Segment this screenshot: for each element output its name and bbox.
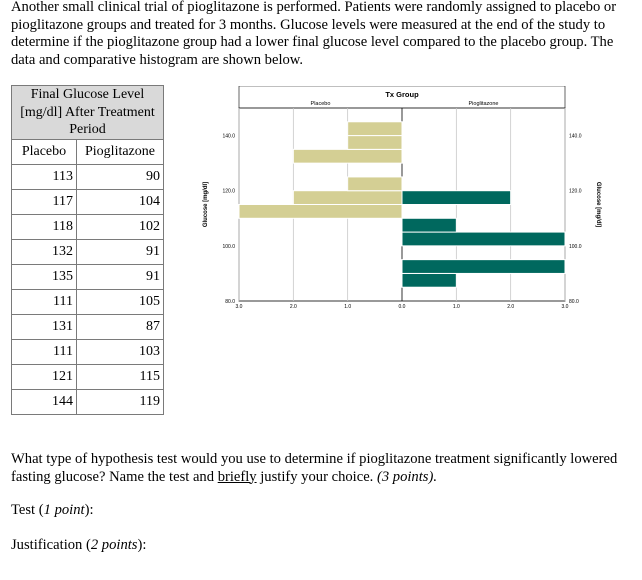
table-row [12, 190, 164, 215]
placebo-bar [348, 122, 402, 136]
y-tick-label-right: 80.0 [569, 299, 579, 305]
pioglitazone-cell: 103 [77, 340, 164, 365]
placebo-cell: 135 [12, 265, 77, 290]
panel-label-pioglitazone: Pioglitazone [468, 101, 499, 107]
y-tick-label-left: 80.0 [225, 299, 235, 305]
table-row [12, 365, 164, 390]
table-row [12, 215, 164, 240]
table-row [12, 165, 164, 190]
question-text: What type of hypothesis test would you use to determine if pioglitazone treatment significantly lowered fasting glucose? Name the test and [11, 451, 618, 485]
pioglitazone-cell: 90 [77, 165, 164, 190]
x-tick-label: 2.0 [289, 304, 297, 310]
pioglitazone-cell: 91 [77, 265, 164, 290]
y-tick-label-right: 100.0 [569, 243, 582, 250]
placebo-cell: 111 [12, 340, 77, 365]
table-row [12, 240, 164, 265]
table-row [12, 340, 164, 365]
x-tick-label: 1.0 [452, 304, 460, 310]
placebo-bar [293, 149, 402, 163]
question-points: (3 points). [376, 468, 437, 485]
pioglitazone-cell: 87 [77, 315, 164, 340]
placebo-cell: 113 [12, 165, 77, 190]
pioglitazone-cell: 119 [77, 390, 164, 415]
glucose-data-table [11, 85, 164, 415]
pioglitazone-cell: 104 [77, 190, 164, 215]
y-axis-label-right: Glucose [mg/dl] [595, 181, 601, 228]
question-paragraph [11, 451, 621, 486]
question-text-after: justify your choice. [256, 468, 377, 485]
y-tick-label-right: 120.0 [569, 188, 582, 195]
pioglitazone-bar [402, 191, 511, 205]
justification-line [11, 537, 146, 554]
x-tick-label: 0.0 [398, 304, 406, 310]
placebo-bar [348, 177, 402, 191]
placebo-cell: 144 [12, 390, 77, 415]
test-line [11, 502, 94, 519]
pioglitazone-bar [402, 232, 565, 246]
pioglitazone-bar [402, 273, 456, 287]
table-row [12, 390, 164, 415]
chart-title: Tx Group [385, 90, 419, 99]
pioglitazone-cell: 102 [77, 215, 164, 240]
test-close: ): [84, 502, 94, 518]
pioglitazone-bar [402, 218, 456, 232]
y-axis-label-left: Glucose [mg/dl] [203, 181, 209, 228]
x-tick-label: 2.0 [507, 304, 515, 310]
placebo-cell: 131 [12, 315, 77, 340]
table-title: Final Glucose Level [mg/dl] After Treatment Period [12, 86, 164, 140]
justification-close: ): [137, 537, 147, 553]
y-tick-label-right: 140.0 [569, 133, 582, 140]
placebo-bar [348, 136, 402, 150]
pioglitazone-column-header: Pioglitazone [77, 140, 164, 165]
table-row [12, 290, 164, 315]
placebo-cell: 111 [12, 290, 77, 315]
placebo-bar [293, 191, 402, 205]
table-row [12, 315, 164, 340]
placebo-cell: 117 [12, 190, 77, 215]
pioglitazone-cell: 115 [77, 365, 164, 390]
pioglitazone-cell: 105 [77, 290, 164, 315]
x-tick-label: 1.0 [344, 304, 352, 310]
y-tick-label-left: 140.0 [222, 133, 235, 140]
placebo-cell: 132 [12, 240, 77, 265]
placebo-cell: 118 [12, 215, 77, 240]
placebo-bar [239, 205, 402, 219]
question-underlined-word: briefly [217, 468, 257, 485]
comparative-histogram [195, 86, 615, 318]
intro-paragraph: Another small clinical trial of pioglitazone is performed. Patients were randomly assigned to placebo or pioglitazone groups and treated for 3 months. Glucose levels were measured at the end of the study to determine if the pioglitazone group had a lower final glucose level compared to the placebo group. The data and comparative histogram are shown below. [11, 0, 617, 68]
table-row [12, 265, 164, 290]
y-tick-label-left: 120.0 [222, 188, 235, 195]
pioglitazone-bar [402, 260, 565, 274]
pioglitazone-cell: 91 [77, 240, 164, 265]
table-body [12, 165, 164, 415]
x-tick-label: 3.0 [235, 304, 243, 310]
justification-points: 2 points [90, 537, 138, 553]
y-tick-label-left: 100.0 [222, 243, 235, 250]
x-tick-label: 3.0 [561, 304, 569, 310]
test-points: 1 point [43, 502, 85, 518]
panel-label-placebo: Placebo [310, 101, 331, 107]
placebo-column-header: Placebo [12, 140, 77, 165]
test-label: Test ( [11, 502, 44, 518]
justification-label: Justification ( [11, 537, 91, 553]
placebo-cell: 121 [12, 365, 77, 390]
